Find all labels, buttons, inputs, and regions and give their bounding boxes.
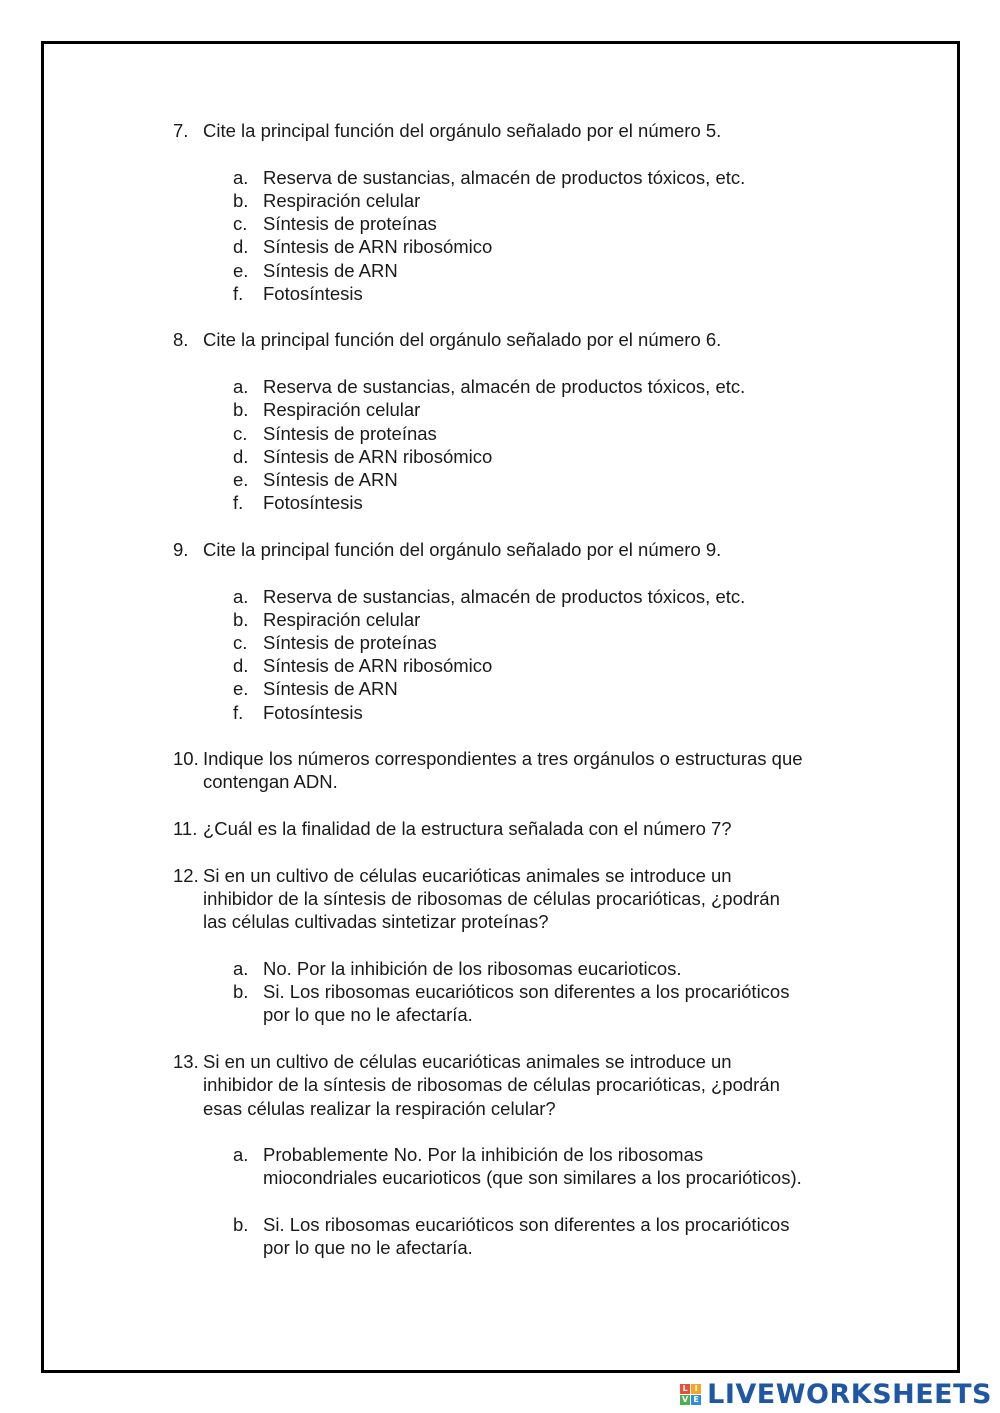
option-item	[233, 282, 873, 305]
option-letter: b.	[233, 608, 249, 630]
question-0	[173, 119, 873, 142]
option-item	[233, 422, 873, 445]
option-item	[233, 608, 873, 631]
option-text-line: Síntesis de proteínas	[263, 422, 437, 444]
option-text-line: por lo que no le afectaría.	[263, 1004, 473, 1026]
option-letter: d.	[233, 655, 249, 677]
question-text-line: inhibidor de la síntesis de ribosomas de células procarióticas, ¿podrán	[203, 1074, 780, 1096]
option-letter: f.	[233, 492, 244, 514]
question-5	[173, 864, 873, 934]
question-6	[173, 1050, 873, 1120]
option-letter: a.	[233, 376, 249, 398]
option-letter: b.	[233, 399, 249, 421]
liveworksheets-footer-logo	[680, 1378, 992, 1410]
options-list	[233, 166, 873, 305]
option-text-line: Respiración celular	[263, 399, 421, 421]
option-letter: a.	[233, 1144, 249, 1166]
option-letter: f.	[233, 701, 244, 723]
option-item	[233, 1213, 873, 1259]
option-letter: e.	[233, 678, 249, 700]
option-item	[233, 1143, 873, 1189]
option-item	[233, 957, 873, 980]
option-text-line: Síntesis de ARN ribosómico	[263, 445, 493, 467]
option-item	[233, 585, 873, 608]
option-item	[233, 468, 873, 491]
option-item	[233, 212, 873, 235]
option-letter: b.	[233, 981, 249, 1003]
option-text-line: Fotosíntesis	[263, 701, 363, 723]
options-list	[233, 1143, 873, 1259]
option-text-line: Síntesis de proteínas	[263, 631, 437, 653]
option-item	[233, 980, 873, 1026]
liveworksheets-logo-icon	[680, 1384, 701, 1405]
question-2	[173, 538, 873, 561]
option-text-line: Probablemente No. Por la inhibición de los ribosomas	[263, 1144, 704, 1166]
option-item	[233, 654, 873, 677]
question-number: 8.	[173, 329, 189, 351]
option-letter: b.	[233, 189, 249, 211]
option-letter: c.	[233, 631, 248, 653]
question-text-line: Cite la principal función del orgánulo señalado por el número 5.	[203, 120, 722, 141]
question-text-line: contengan ADN.	[203, 771, 338, 793]
option-item	[233, 166, 873, 189]
logo-tile: I	[691, 1384, 701, 1394]
option-item	[233, 375, 873, 398]
option-letter: e.	[233, 259, 249, 281]
question-number: 7.	[173, 120, 189, 141]
option-letter: e.	[233, 468, 249, 490]
option-letter: b.	[233, 1213, 249, 1235]
option-item	[233, 398, 873, 421]
question-number: 12.	[173, 864, 199, 886]
option-letter: f.	[233, 282, 244, 304]
option-letter: d.	[233, 445, 249, 467]
option-text-line: Si. Los ribosomas eucarióticos son diferentes a los procarióticos	[263, 981, 790, 1003]
option-text-line: Síntesis de ARN	[263, 468, 398, 490]
option-item	[233, 445, 873, 468]
option-text-line: Fotosíntesis	[263, 492, 363, 514]
option-letter: c.	[233, 422, 248, 444]
option-letter: a.	[233, 166, 249, 188]
logo-tile: V	[682, 1394, 689, 1404]
question-text-line: Cite la principal función del orgánulo señalado por el número 9.	[203, 538, 722, 560]
question-text-line: esas células realizar la respiración celular?	[203, 1097, 556, 1119]
option-text-line: Fotosíntesis	[263, 282, 363, 304]
option-text-line: Síntesis de proteínas	[263, 213, 437, 235]
option-item	[233, 701, 873, 724]
question-number: 13.	[173, 1051, 199, 1073]
option-letter: c.	[233, 213, 248, 235]
question-text-line: Cite la principal función del orgánulo señalado por el número 6.	[203, 329, 722, 351]
option-item	[233, 259, 873, 282]
question-1	[173, 328, 873, 351]
question-text-line: Indique los números correspondientes a tres orgánulos o estructuras que	[203, 748, 803, 770]
option-text-line: miocondriales eucarioticos (que son similares a los procarióticos).	[263, 1167, 802, 1189]
logo-tile: L	[680, 1384, 690, 1394]
option-text-line: Síntesis de ARN	[263, 259, 398, 281]
question-number: 9.	[173, 538, 189, 560]
options-list	[233, 585, 873, 724]
question-text-line: Si en un cultivo de células eucarióticas animales se introduce un	[203, 1051, 732, 1073]
option-letter: a.	[233, 957, 249, 979]
question-text-line: las células cultivadas sintetizar proteínas?	[203, 911, 549, 933]
question-3	[173, 747, 873, 793]
option-item	[233, 631, 873, 654]
option-text-line: por lo que no le afectaría.	[263, 1236, 473, 1258]
option-text-line: Reserva de sustancias, almacén de productos tóxicos, etc.	[263, 585, 746, 607]
option-text-line: Reserva de sustancias, almacén de productos tóxicos, etc.	[263, 166, 746, 188]
option-text-line: Reserva de sustancias, almacén de productos tóxicos, etc.	[263, 376, 746, 398]
liveworksheets-logo-text: LIVEWORKSHEETS	[707, 1378, 992, 1410]
option-text-line: Respiración celular	[263, 608, 421, 630]
worksheet-content	[173, 119, 873, 1259]
option-text-line: Respiración celular	[263, 189, 421, 211]
option-letter: a.	[233, 585, 249, 607]
option-item	[233, 491, 873, 514]
option-text-line: Si. Los ribosomas eucarióticos son diferentes a los procarióticos	[263, 1213, 790, 1235]
option-letter: d.	[233, 236, 249, 258]
option-item	[233, 235, 873, 258]
option-text-line: Síntesis de ARN ribosómico	[263, 236, 493, 258]
question-number: 11.	[173, 818, 198, 840]
options-list	[233, 957, 873, 1027]
logo-tile: E	[691, 1395, 701, 1405]
option-text-line: Síntesis de ARN	[263, 678, 398, 700]
question-text-line: ¿Cuál es la finalidad de la estructura señalada con el número 7?	[203, 818, 732, 840]
option-text-line: Síntesis de ARN ribosómico	[263, 655, 493, 677]
question-text-line: Si en un cultivo de células eucarióticas animales se introduce un	[203, 864, 732, 886]
question-4	[173, 817, 873, 840]
question-text-line: inhibidor de la síntesis de ribosomas de células procarióticas, ¿podrán	[203, 888, 780, 910]
option-item	[233, 677, 873, 700]
option-text-line: No. Por la inhibición de los ribosomas eucarioticos.	[263, 957, 682, 979]
options-list	[233, 375, 873, 514]
question-number: 10.	[173, 748, 199, 770]
option-item	[233, 189, 873, 212]
